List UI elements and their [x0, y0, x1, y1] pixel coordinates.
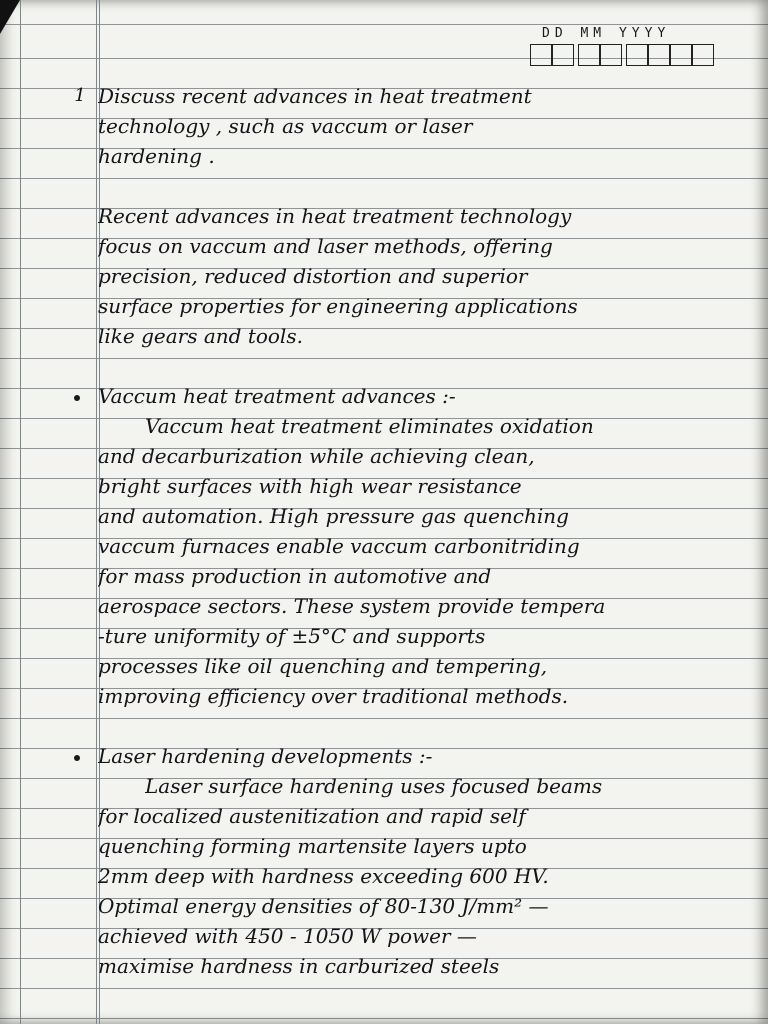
date-boxes: [530, 44, 714, 66]
question-line: hardening .: [98, 144, 215, 168]
date-box: [552, 44, 574, 66]
vacuum-line: aerospace sectors. These system provide tempera: [98, 594, 606, 618]
laser-line: quenching forming martensite layers upto: [98, 834, 527, 858]
date-box: [626, 44, 648, 66]
question-number: 1: [74, 85, 86, 106]
section-heading-laser: Laser hardening developments :-: [98, 744, 433, 768]
bullet-icon: [74, 755, 80, 761]
vacuum-line: Vaccum heat treatment eliminates oxidation: [145, 414, 594, 438]
vacuum-line: and decarburization while achieving clean,: [98, 444, 535, 468]
date-box: [670, 44, 692, 66]
date-header: [530, 24, 730, 68]
date-box: [692, 44, 714, 66]
laser-line: maximise hardness in carburized steels: [98, 954, 500, 978]
page-corner-shadow: [0, 0, 20, 34]
vacuum-line: and automation. High pressure gas quenching: [98, 504, 569, 528]
date-box: [648, 44, 670, 66]
laser-line: Laser surface hardening uses focused beams: [145, 774, 603, 798]
date-format-label: DD MM YYYY: [542, 26, 671, 41]
vacuum-line: -ture uniformity of ±5°C and supports: [98, 624, 486, 648]
laser-line: 2mm deep with hardness exceeding 600 HV.: [98, 864, 549, 888]
date-box: [578, 44, 600, 66]
vacuum-line: vaccum furnaces enable vaccum carbonitriding: [98, 534, 580, 558]
margin-line-left: [96, 0, 97, 1024]
date-box: [600, 44, 622, 66]
intro-line: precision, reduced distortion and superior: [98, 264, 528, 288]
margin-line-outer: [20, 0, 21, 1024]
vacuum-line: improving efficiency over traditional methods.: [98, 684, 569, 708]
laser-line: for localized austenitization and rapid self: [98, 804, 526, 828]
intro-line: like gears and tools.: [98, 324, 303, 348]
vacuum-line: processes like oil quenching and tempering,: [98, 654, 548, 678]
vacuum-line: bright surfaces with high wear resistance: [98, 474, 522, 498]
laser-line: achieved with 450 - 1050 W power —: [98, 924, 477, 948]
bullet-icon: [74, 395, 80, 401]
vacuum-line: for mass production in automotive and: [98, 564, 492, 588]
date-box: [530, 44, 552, 66]
question-line: technology , such as vaccum or laser: [98, 114, 473, 138]
laser-line: Optimal energy densities of 80-130 J/mm² —: [98, 894, 549, 918]
intro-line: surface properties for engineering applications: [98, 294, 578, 318]
section-heading-vacuum: Vaccum heat treatment advances :-: [98, 384, 456, 408]
question-line: Discuss recent advances in heat treatment: [98, 84, 532, 108]
intro-line: Recent advances in heat treatment technology: [98, 204, 572, 228]
intro-line: focus on vaccum and laser methods, offering: [98, 234, 553, 258]
